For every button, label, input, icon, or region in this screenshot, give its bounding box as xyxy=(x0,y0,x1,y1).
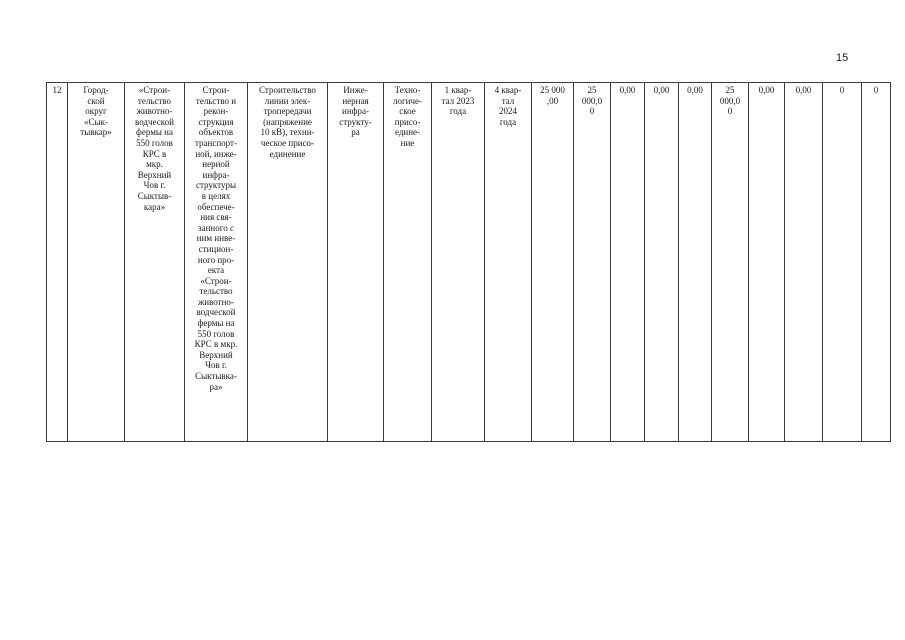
cell-text-line: 550 голов xyxy=(197,328,235,339)
cell-text-line: 0,00 xyxy=(795,85,812,95)
purpose-cell xyxy=(185,83,248,442)
cell-text-line: (напряжение xyxy=(263,116,312,127)
cell-text-line: в целях xyxy=(201,190,231,201)
cell-text-line: тельство xyxy=(199,286,233,297)
cell-text-line: ния свя- xyxy=(200,212,232,223)
cell-text-line: КРС в xyxy=(142,148,167,159)
table-row xyxy=(47,83,891,442)
cell-text-line: фермы на xyxy=(136,127,173,138)
cell-text-line: объектов xyxy=(198,127,234,138)
cell-text-line: Инже- xyxy=(343,85,368,95)
cell-text-line: занного с xyxy=(198,222,234,233)
connection-cell xyxy=(384,83,432,442)
cell-text-line: 10 кВ), техни- xyxy=(260,127,315,138)
cell-text-line: ское xyxy=(399,106,416,117)
cell-text-line: инфра- xyxy=(202,169,230,180)
municipality-cell xyxy=(68,83,125,442)
cell-text-line: Сыктывка- xyxy=(195,371,237,382)
cell-text-line: 0 xyxy=(727,106,733,117)
cell-text-line: 0,00 xyxy=(687,85,703,95)
cell-text-line: присо- xyxy=(394,116,421,127)
cell-text-line: 000,0 xyxy=(581,95,603,106)
cell-text-line: года xyxy=(499,116,517,127)
cell-text-line: единение xyxy=(269,148,306,159)
cell-text-line: стицион- xyxy=(198,243,234,254)
value-1-cell xyxy=(611,83,645,442)
cell-text-line: «Строи- xyxy=(138,85,171,95)
cell-text-line: Чов г. xyxy=(143,180,166,191)
investment-table xyxy=(46,82,891,442)
cell-text-line: Строительство xyxy=(259,85,316,95)
cell-text-line: структу- xyxy=(339,116,372,127)
cell-text-line: года xyxy=(449,106,467,117)
cell-text-line: округ xyxy=(85,106,107,117)
cell-text-line: 550 голов xyxy=(136,137,173,148)
cell-text-line: Чов г. xyxy=(205,360,227,371)
cell-text-line: струкция xyxy=(198,116,234,127)
cell-text-line: екта xyxy=(207,265,225,276)
value-5-cell xyxy=(785,83,823,442)
cell-text-line: структуры xyxy=(195,180,237,191)
cell-text-line: тельство xyxy=(137,95,172,106)
start-period-cell xyxy=(432,83,485,442)
cell-text-line: логиче- xyxy=(392,95,423,106)
cell-text-line: Верхний xyxy=(199,349,233,360)
cell-text-line: кара» xyxy=(143,201,166,212)
value-2-cell xyxy=(645,83,679,442)
cell-text-line: «Сык- xyxy=(84,116,108,127)
cell-text-line: 0,00 xyxy=(619,85,636,95)
cell-text-line: ним инве- xyxy=(196,233,236,244)
cell-text-line: 25 000 xyxy=(540,85,565,95)
cell-text-line: Сыктыв- xyxy=(137,190,172,201)
cell-text-line: КРС в мкр. xyxy=(194,339,238,350)
cell-text-line: ной, инже- xyxy=(195,148,237,159)
cell-text-line: 0,00 xyxy=(758,85,775,95)
cell-text-line: ние xyxy=(400,137,415,148)
cell-text-line: ческое присо- xyxy=(260,137,315,148)
page-number: 15 xyxy=(836,52,849,64)
cell-text-line: едине- xyxy=(394,127,421,138)
value-7-cell xyxy=(862,83,891,442)
amount-a-cell xyxy=(574,83,611,442)
amount-b-cell xyxy=(712,83,749,442)
cell-text-line: мкр. xyxy=(146,159,163,170)
cell-text-line: нерная xyxy=(342,95,369,106)
cell-text-line: Строи- xyxy=(202,85,230,95)
cell-text-line: 1 квар- xyxy=(444,85,472,95)
cell-text-line: животно- xyxy=(198,296,234,307)
cell-text-line: нерной xyxy=(202,159,230,170)
end-period-cell xyxy=(485,83,532,442)
value-6-cell xyxy=(823,83,862,442)
cell-text-line: тропередачи xyxy=(263,106,312,117)
cell-text-line: Город- xyxy=(83,85,109,95)
cell-text-line: Техно- xyxy=(394,85,421,95)
cell-text-line: 0 xyxy=(873,85,879,95)
cell-text-line: ра xyxy=(351,127,360,138)
value-3-cell xyxy=(679,83,712,442)
cell-text-line: 25 xyxy=(725,85,735,95)
cell-text-line: водческой xyxy=(135,116,174,127)
cell-text-line: тал 2023 xyxy=(441,95,475,106)
cell-text-line: рекон- xyxy=(203,106,229,117)
cell-text-line: ,00 xyxy=(546,95,559,106)
cell-text-line: 0 xyxy=(589,106,595,117)
value-4-cell xyxy=(749,83,785,442)
cell-text-line: обеспече- xyxy=(197,201,235,212)
cell-text-line: 0 xyxy=(839,85,845,95)
cell-text-line: тал xyxy=(501,95,515,106)
total-amount-cell xyxy=(532,83,574,442)
cell-text-line: инфра- xyxy=(342,106,369,117)
cell-text-line: «Строи- xyxy=(200,275,232,286)
cell-text-line: транспорт- xyxy=(195,137,237,148)
infra-type-cell xyxy=(328,83,384,442)
cell-text-line: ного про- xyxy=(197,254,235,265)
cell-text-line: животно- xyxy=(136,106,173,117)
cell-text-line: тывкар» xyxy=(80,127,112,138)
cell-text-line: фермы на xyxy=(197,318,235,329)
cell-text-line: линии элек- xyxy=(264,95,311,106)
cell-text-line: Верхний xyxy=(137,169,172,180)
cell-text-line: 2024 xyxy=(499,106,517,117)
row-index-cell: 12 xyxy=(47,83,68,442)
cell-text-line: 25 xyxy=(587,85,597,95)
cell-text-line: ра» xyxy=(209,381,223,392)
cell-text-line: 000,0 xyxy=(719,95,741,106)
project-cell xyxy=(125,83,185,442)
cell-text-line: водческой xyxy=(196,307,236,318)
cell-text-line: тельство и xyxy=(195,95,237,106)
cell-text-line: 0,00 xyxy=(653,85,670,95)
cell-text-line: 4 квар- xyxy=(494,85,522,95)
object-cell xyxy=(248,83,328,442)
cell-text-line: ской xyxy=(87,95,105,106)
